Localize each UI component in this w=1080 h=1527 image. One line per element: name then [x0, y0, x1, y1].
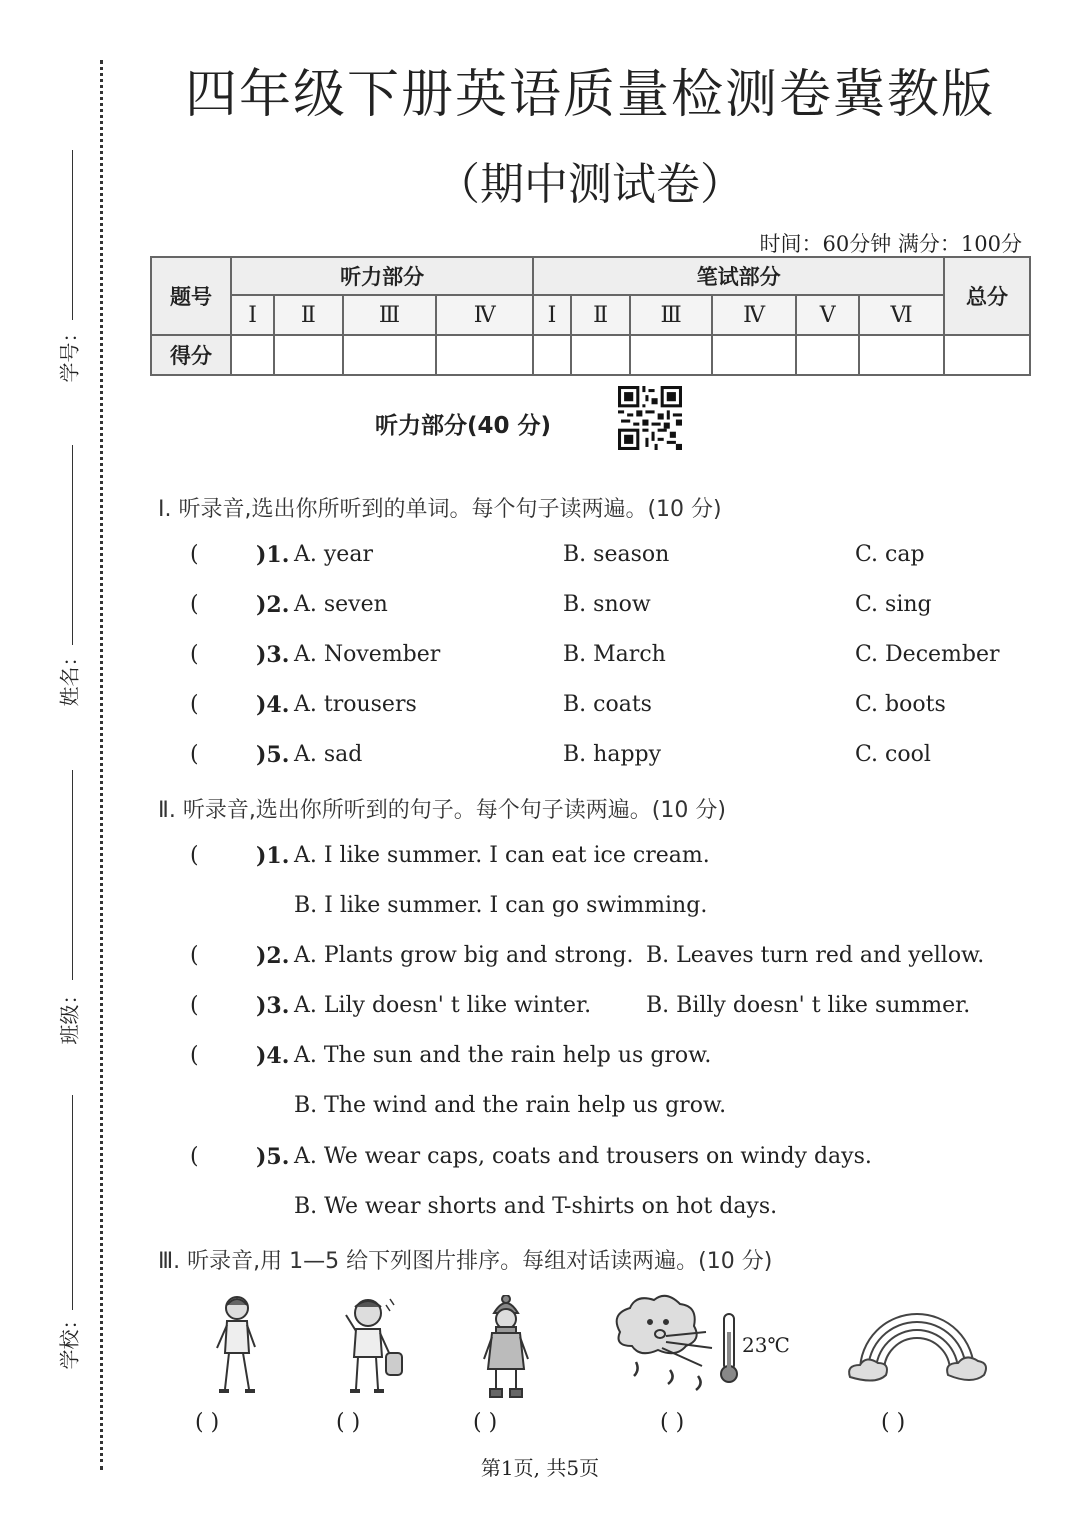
- page-title: 四年级下册英语质量检测卷冀教版: [184, 65, 995, 125]
- binding-dotted-line: [100, 60, 103, 1470]
- question-number: )3.: [256, 993, 290, 1019]
- boy-sweating-picture: [332, 1295, 410, 1399]
- question-number: )2.: [256, 943, 290, 969]
- score-row-header: 得分: [151, 335, 231, 375]
- question-number: )1.: [256, 843, 290, 869]
- option-b: B. The wind and the rain help us grow.: [294, 1093, 727, 1118]
- temperature-label: 23℃: [742, 1333, 790, 1357]
- picture-answer-paren[interactable]: ( ): [473, 1410, 498, 1435]
- score-cell[interactable]: [796, 335, 859, 375]
- option-a: A. seven: [294, 592, 388, 617]
- option-a: A. Plants grow big and strong.: [294, 943, 634, 968]
- picture-answer-paren[interactable]: ( ): [195, 1410, 220, 1435]
- option-b: B. I like summer. I can go swimming.: [294, 893, 708, 918]
- question-number: )5.: [256, 742, 290, 768]
- option-a: A. The sun and the rain help us grow.: [294, 1043, 712, 1068]
- total-header: 总分: [944, 257, 1030, 335]
- option-b: B. March: [563, 642, 666, 667]
- school-label: 学校：: [57, 1309, 82, 1370]
- option-b: B. season: [563, 542, 670, 567]
- writing-col-3: Ⅲ: [630, 295, 712, 335]
- option-c: C. cool: [855, 742, 931, 767]
- answer-paren[interactable]: (: [190, 943, 199, 968]
- score-cell[interactable]: [712, 335, 796, 375]
- answer-paren[interactable]: (: [190, 592, 199, 617]
- total-score-cell[interactable]: [944, 335, 1030, 375]
- section-1-heading: Ⅰ. 听录音,选出你所听到的单词。每个句子读两遍。(10 分): [158, 497, 722, 522]
- score-cell[interactable]: [533, 335, 571, 375]
- writing-col-2: Ⅱ: [571, 295, 631, 335]
- question-number-header: 题号: [151, 257, 231, 335]
- name-label: 姓名：: [57, 646, 82, 707]
- option-b: B. snow: [563, 592, 651, 617]
- option-b: B. We wear shorts and T-shirts on hot days.: [294, 1194, 778, 1219]
- student-id-label: 学号：: [57, 322, 82, 383]
- score-cell[interactable]: [343, 335, 437, 375]
- listening-col-3: Ⅲ: [343, 295, 437, 335]
- answer-paren[interactable]: (: [190, 692, 199, 717]
- rainbow-picture: [846, 1305, 988, 1387]
- writing-col-6: Ⅵ: [859, 295, 944, 335]
- qr-code-icon: [618, 386, 682, 450]
- question-number: )3.: [256, 642, 290, 668]
- option-b: B. coats: [563, 692, 652, 717]
- answer-paren[interactable]: (: [190, 542, 199, 567]
- question-number: )2.: [256, 592, 290, 618]
- listening-group-header: 听力部分: [231, 257, 533, 295]
- answer-paren[interactable]: (: [190, 993, 199, 1018]
- option-c: C. sing: [855, 592, 932, 617]
- option-a: A. trousers: [294, 692, 417, 717]
- option-a: A. Lily doesn' t like winter.: [294, 993, 592, 1018]
- score-cell[interactable]: [859, 335, 944, 375]
- score-cell[interactable]: [571, 335, 631, 375]
- option-a: A. We wear caps, coats and trousers on windy days.: [294, 1144, 872, 1169]
- listening-col-4: Ⅳ: [436, 295, 533, 335]
- page-number: 第1页, 共5页: [480, 1456, 600, 1480]
- section-3-heading: Ⅲ. 听录音,用 1—5 给下列图片排序。每组对话读两遍。(10 分): [158, 1249, 773, 1274]
- score-cell[interactable]: [436, 335, 533, 375]
- section-2-heading: Ⅱ. 听录音,选出你所听到的句子。每个句子读两遍。(10 分): [158, 798, 726, 823]
- class-rule: [72, 770, 73, 980]
- girl-walking-picture: [205, 1293, 265, 1399]
- winter-child-picture: [478, 1295, 534, 1399]
- question-number: )4.: [256, 1043, 290, 1069]
- question-number: )4.: [256, 692, 290, 718]
- option-b: B. happy: [563, 742, 662, 767]
- listening-section-header: 听力部分(40 分): [375, 413, 552, 439]
- answer-paren[interactable]: (: [190, 1144, 199, 1169]
- picture-answer-paren[interactable]: ( ): [336, 1410, 361, 1435]
- time-info: 时间：60分钟 满分：100分: [759, 232, 1022, 256]
- option-a: A. year: [294, 542, 373, 567]
- answer-paren[interactable]: (: [190, 642, 199, 667]
- option-b: B. Billy doesn' t like summer.: [646, 993, 971, 1018]
- class-label: 班级：: [57, 984, 82, 1045]
- writing-col-1: Ⅰ: [533, 295, 571, 335]
- score-cell[interactable]: [274, 335, 342, 375]
- listening-col-2: Ⅱ: [274, 295, 342, 335]
- question-number: )1.: [256, 542, 290, 568]
- school-rule: [72, 1095, 73, 1310]
- option-a: A. sad: [294, 742, 363, 767]
- writing-col-4: Ⅳ: [712, 295, 796, 335]
- answer-paren[interactable]: (: [190, 742, 199, 767]
- answer-paren[interactable]: (: [190, 843, 199, 868]
- score-table: [150, 256, 1031, 376]
- question-number: )5.: [256, 1144, 290, 1170]
- answer-paren[interactable]: (: [190, 1043, 199, 1068]
- option-c: C. December: [855, 642, 1000, 667]
- option-b: B. Leaves turn red and yellow.: [646, 943, 985, 968]
- windy-weather-picture: [606, 1292, 796, 1400]
- name-rule: [72, 445, 73, 645]
- option-a: A. November: [294, 642, 441, 667]
- writing-group-header: 笔试部分: [533, 257, 944, 295]
- option-a: A. I like summer. I can eat ice cream.: [294, 843, 710, 868]
- option-c: C. boots: [855, 692, 946, 717]
- listening-col-1: Ⅰ: [231, 295, 274, 335]
- writing-col-5: Ⅴ: [796, 295, 859, 335]
- page-subtitle: （期中测试卷）: [436, 159, 744, 210]
- picture-answer-paren[interactable]: ( ): [881, 1410, 906, 1435]
- option-c: C. cap: [855, 542, 925, 567]
- score-cell[interactable]: [231, 335, 274, 375]
- score-cell[interactable]: [630, 335, 712, 375]
- picture-answer-paren[interactable]: ( ): [660, 1410, 685, 1435]
